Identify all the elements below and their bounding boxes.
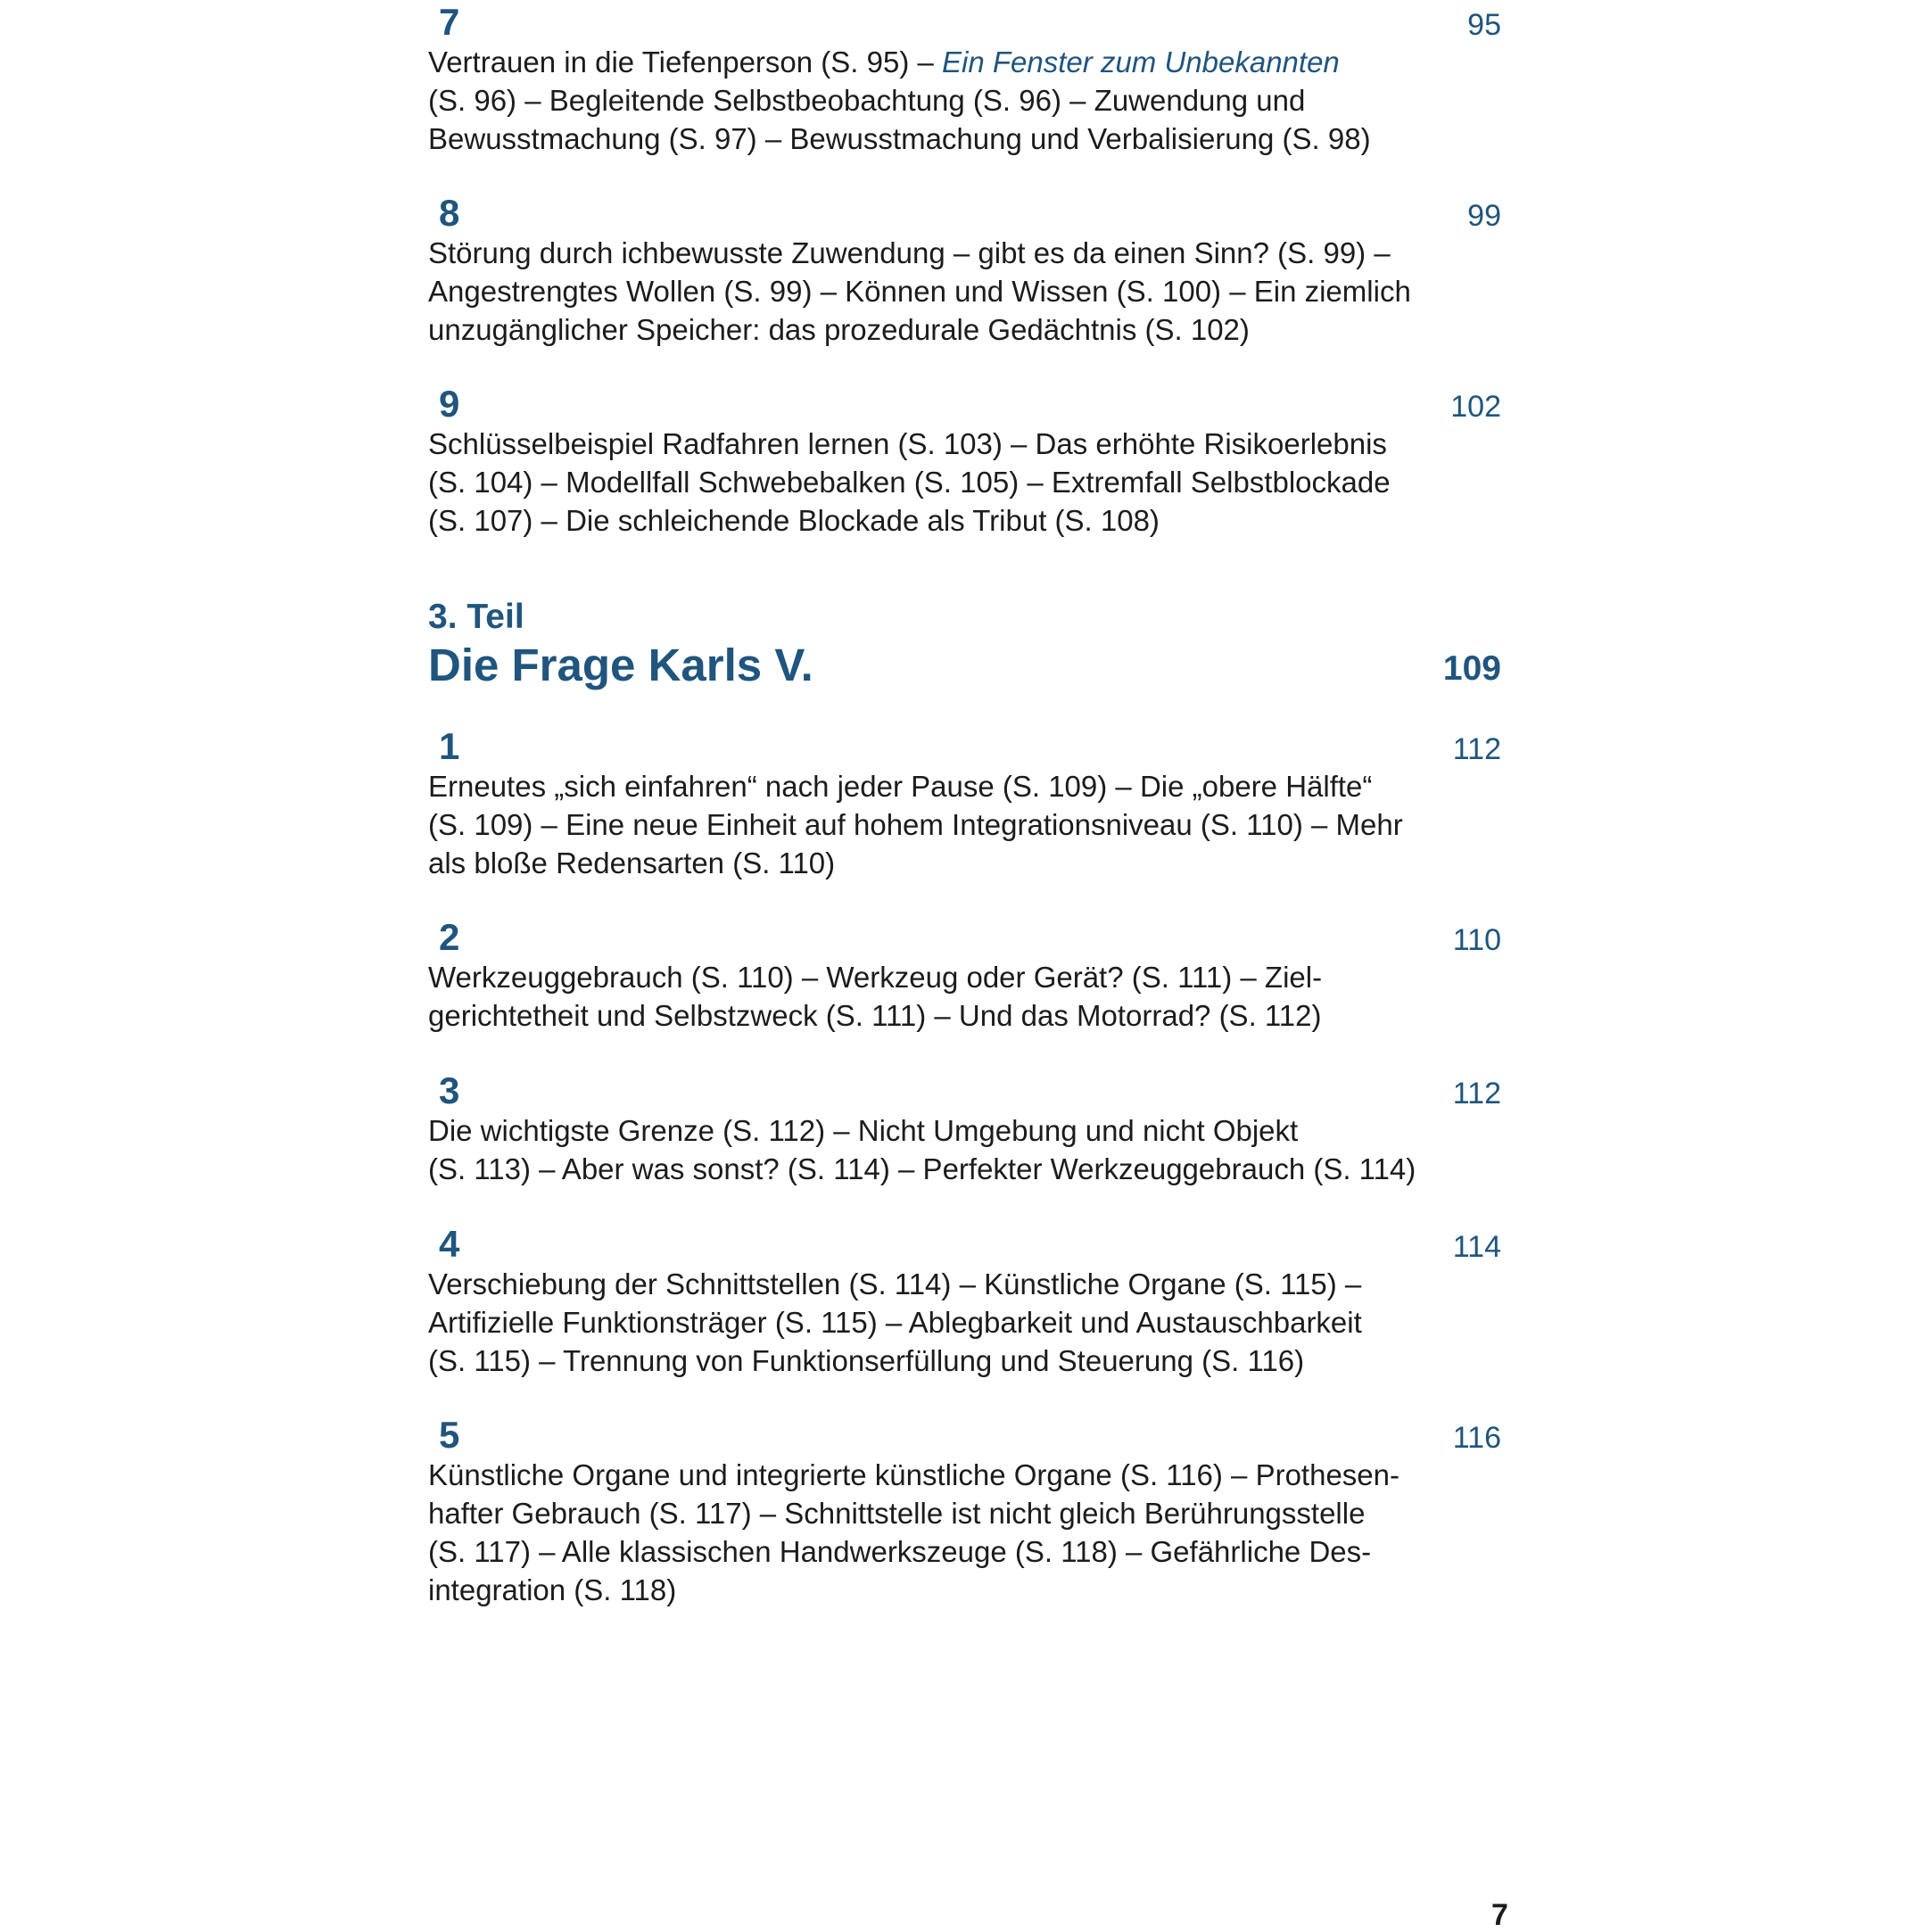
entry-line — [428, 1342, 1445, 1380]
entry-page-number: 116 — [1452, 1421, 1501, 1455]
entry-description — [428, 43, 1445, 158]
entry-line-text: (S. 104) – Modellfall Schwebebalken (S. 105) – Extremfall Selbstblockade — [428, 466, 1391, 499]
entry-line-text: Schlüsselbeispiel Radfahren lernen (S. 103) – Das erhöhte Risikoerlebnis — [428, 427, 1387, 460]
entry-line — [428, 996, 1445, 1035]
entry-line-text: unzugänglicher Speicher: das prozedurale Gedächtnis (S. 102) — [428, 313, 1250, 346]
entry-line — [428, 81, 1445, 120]
entry-number: 9 — [439, 383, 460, 425]
entry-page-number: 99 — [1467, 199, 1501, 233]
entry-line-text: Verschiebung der Schnittstellen (S. 114) – Künstliche Organe (S. 115) – — [428, 1267, 1362, 1300]
part-title: Die Frage Karls V. — [428, 640, 813, 690]
entry-line — [428, 234, 1445, 272]
entry-line-text: Erneutes „sich einfahren“ nach jeder Pause (S. 109) – Die „obere Hälfte“ — [428, 770, 1373, 803]
entry-number: 8 — [439, 192, 460, 234]
entry-line-text: Werkzeuggebrauch (S. 110) – Werkzeug oder Gerät? (S. 111) – Ziel- — [428, 961, 1323, 994]
entry-line-text: Artifizielle Funktionsträger (S. 115) – Ablegbarkeit und Austauschbarkeit — [428, 1306, 1362, 1339]
entry-line — [428, 1494, 1445, 1532]
entry-line — [428, 425, 1445, 463]
entry-line — [428, 1303, 1445, 1342]
entry-line-text: Vertrauen in die Tiefenperson (S. 95) – — [428, 45, 943, 78]
entry-line — [428, 1111, 1445, 1150]
entry-description — [428, 425, 1445, 540]
entry-line-text: Bewusstmachung (S. 97) – Bewusstmachung und Verbalisierung (S. 98) — [428, 122, 1371, 155]
entry-line — [428, 272, 1445, 310]
entry-page-number: 114 — [1452, 1230, 1501, 1264]
entry-number: 5 — [439, 1414, 460, 1456]
entry-page-number: 112 — [1452, 732, 1501, 766]
entry-line — [428, 1150, 1445, 1188]
entry-description — [428, 1265, 1445, 1380]
entry-line — [428, 1532, 1445, 1571]
entry-line-text: (S. 115) – Trennung von Funktionserfüllung und Steuerung (S. 116) — [428, 1344, 1305, 1377]
part-label: 3. Teil — [428, 598, 524, 636]
entry-line — [428, 958, 1445, 996]
entry-page-number: 95 — [1467, 8, 1501, 42]
entry-line-text: Künstliche Organe und integrierte künstliche Organe (S. 116) – Prothesen- — [428, 1458, 1399, 1491]
entry-line-text: Störung durch ichbewusste Zuwendung – gibt es da einen Sinn? (S. 99) – — [428, 236, 1391, 269]
entry-description — [428, 234, 1445, 349]
entry-line — [428, 805, 1445, 844]
entry-line — [428, 120, 1445, 158]
entry-line — [428, 767, 1445, 805]
entry-line-text: gerichtetheit und Selbstzweck (S. 111) – Und das Motorrad? (S. 112) — [428, 999, 1322, 1032]
entry-page-number: 110 — [1452, 923, 1501, 957]
entry-line-text: (S. 113) – Aber was sonst? (S. 114) – Perfekter Werkzeuggebrauch (S. 114) — [428, 1152, 1416, 1185]
entry-description — [428, 1111, 1445, 1188]
entry-line — [428, 463, 1445, 501]
entry-line — [428, 1265, 1445, 1303]
entry-line-text: (S. 117) – Alle klassischen Handwerkszeuge (S. 118) – Gefährliche Des- — [428, 1535, 1372, 1568]
entry-line — [428, 844, 1445, 882]
entry-line-italic: Ein Fenster zum Unbekannten — [942, 45, 1340, 78]
entry-page-number: 112 — [1452, 1077, 1501, 1110]
entry-line-text: Die wichtigste Grenze (S. 112) – Nicht Umgebung und nicht Objekt — [428, 1114, 1299, 1147]
entry-line — [428, 310, 1445, 349]
entry-line — [428, 43, 1445, 81]
entry-line-text: Angestrengtes Wollen (S. 99) – Können und Wissen (S. 100) – Ein ziemlich — [428, 275, 1411, 308]
part-page-number: 109 — [1442, 649, 1501, 688]
entry-description — [428, 958, 1445, 1035]
entry-line-text: als bloße Redensarten (S. 110) — [428, 846, 836, 879]
entry-line-text: integration (S. 118) — [428, 1573, 677, 1606]
entry-line-text: (S. 107) – Die schleichende Blockade als Tribut (S. 108) — [428, 504, 1160, 537]
entry-line-text: hafter Gebrauch (S. 117) – Schnittstelle ist nicht gleich Berührungsstelle — [428, 1497, 1366, 1530]
entry-number: 7 — [439, 1, 460, 43]
entry-number: 4 — [439, 1223, 460, 1265]
entry-line — [428, 1456, 1445, 1494]
entry-line-text: (S. 109) – Eine neue Einheit auf hohem Integrationsniveau (S. 110) – Mehr — [428, 808, 1403, 841]
entry-line-text: (S. 96) – Begleitende Selbstbeobachtung (S. 96) – Zuwendung und — [428, 84, 1306, 117]
entry-line — [428, 1571, 1445, 1609]
entry-description — [428, 1456, 1445, 1609]
entry-description — [428, 767, 1445, 882]
entry-number: 2 — [439, 916, 460, 958]
toc-column — [428, 0, 1503, 1932]
entry-line — [428, 501, 1445, 540]
page-folio: 7 — [1491, 1898, 1508, 1932]
entry-number: 1 — [439, 725, 460, 767]
entry-number: 3 — [439, 1069, 460, 1111]
entry-page-number: 102 — [1450, 390, 1501, 424]
part-heading — [428, 596, 1503, 692]
